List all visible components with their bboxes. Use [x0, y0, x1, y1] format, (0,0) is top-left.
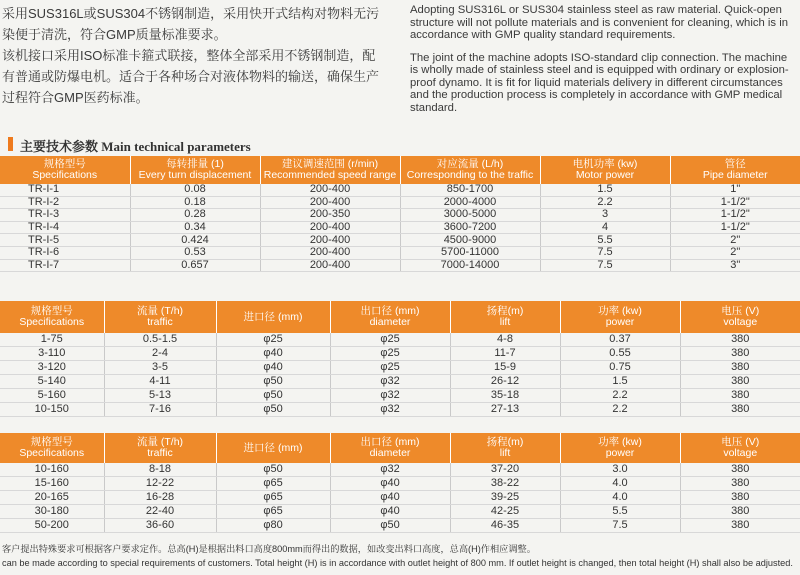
table-cell: 5-140: [0, 375, 104, 389]
table-cell: 1-1/2": [670, 209, 800, 222]
column-header: [216, 433, 330, 463]
column-header-cn: 出口径 (mm): [360, 305, 420, 317]
table-cell: φ40: [330, 505, 450, 519]
column-header-en: diameter: [369, 447, 411, 459]
column-header-en: Specifications: [19, 316, 85, 328]
column-header-cn: 对应流量 (L/h): [436, 158, 504, 170]
table-row: [0, 234, 800, 247]
table-cell: 200-400: [260, 246, 400, 259]
table-cell: TR-I-1: [0, 184, 130, 196]
table-cell: 36-60: [104, 519, 216, 533]
table-row: [0, 184, 800, 196]
table-row: [0, 196, 800, 209]
column-header-en: lift: [499, 316, 511, 328]
table-cell: 20-165: [0, 491, 104, 505]
table-cell: 0.55: [560, 347, 680, 361]
table-cell: 2.2: [560, 403, 680, 417]
table-cell: φ50: [216, 463, 330, 477]
column-header-cn: 建议调速范围 (r/min): [281, 158, 379, 170]
table-cell: 380: [680, 519, 800, 533]
table-cell: TR-I-5: [0, 234, 130, 247]
table-row: [0, 209, 800, 222]
table-cell: φ65: [216, 505, 330, 519]
table-cell: φ32: [330, 389, 450, 403]
table-cell: 380: [680, 463, 800, 477]
column-header: [680, 433, 800, 463]
table-cell: 42-25: [450, 505, 560, 519]
column-header-en: power: [605, 447, 635, 459]
table-cell: 3: [540, 209, 670, 222]
column-header: [450, 433, 560, 463]
table-cell: 4-11: [104, 375, 216, 389]
table-cell: TR-I-2: [0, 196, 130, 209]
column-header: [560, 301, 680, 333]
table-cell: 4.0: [560, 477, 680, 491]
table-cell: φ32: [330, 463, 450, 477]
column-header: [400, 156, 540, 184]
column-header-en: Every turn displacement: [138, 169, 252, 181]
table-cell: 1": [670, 184, 800, 196]
table-row: [0, 505, 800, 519]
column-header: [130, 156, 260, 184]
table-cell: 0.75: [560, 361, 680, 375]
column-header: [670, 156, 800, 184]
column-header-cn: 电压 (V): [721, 305, 760, 317]
column-header-cn: 进口径 (mm): [243, 310, 303, 323]
table-cell: 380: [680, 361, 800, 375]
table-cell: 1-1/2": [670, 196, 800, 209]
table-cell: TR-I-4: [0, 221, 130, 234]
column-header-cn: 进口径 (mm): [243, 441, 303, 454]
table-cell: φ50: [216, 375, 330, 389]
column-header-en: Specifications: [19, 447, 85, 459]
table-row: [0, 246, 800, 259]
section-title-en: Main technical parameters: [101, 139, 251, 154]
table-cell: 380: [680, 389, 800, 403]
column-header: [0, 433, 104, 463]
table-cell: 200-400: [260, 234, 400, 247]
table-cell: 26-12: [450, 375, 560, 389]
table-cell: 7000-14000: [400, 259, 540, 272]
table-cell: 39-25: [450, 491, 560, 505]
table-cell: 380: [680, 347, 800, 361]
table-cell: 0.53: [130, 246, 260, 259]
column-header: [450, 301, 560, 333]
table-cell: 2.2: [560, 389, 680, 403]
table-cell: 380: [680, 333, 800, 347]
table-cell: 3600-7200: [400, 221, 540, 234]
footer-note-en: can be made according to special requirements of customers. Total height (H) is in accordance with outlet height of 800 mm. If outlet height is changed, then total height (H) shall also be adjusted.: [2, 558, 793, 568]
table-row: [0, 519, 800, 533]
column-header-cn: 电机功率 (kw): [572, 158, 638, 170]
column-header-en: Pipe diameter: [702, 169, 768, 181]
table-cell: 5.5: [540, 234, 670, 247]
table-cell: 8-18: [104, 463, 216, 477]
table-cell: 1-75: [0, 333, 104, 347]
intro-cn-line: 该机接口采用ISO标准卡箍式联接，整体全部采用不锈钢制造，配: [2, 48, 376, 63]
table-cell: 3": [670, 259, 800, 272]
column-header-cn: 功率 (kw): [598, 305, 642, 317]
table-cell: 46-35: [450, 519, 560, 533]
column-header-en: Specifications: [32, 169, 98, 181]
column-header-cn: 功率 (kw): [598, 436, 642, 448]
table-cell: 0.08: [130, 184, 260, 196]
table-cell: 7.5: [560, 519, 680, 533]
table-cell: 200-400: [260, 221, 400, 234]
column-header-cn: 规格型号: [30, 305, 73, 317]
column-header: [0, 301, 104, 333]
table-cell: φ65: [216, 491, 330, 505]
table-cell: φ50: [330, 519, 450, 533]
table-cell: φ40: [330, 491, 450, 505]
column-header-en: traffic: [147, 447, 173, 459]
section-title-cn: 主要技术参数: [20, 139, 99, 154]
column-header-en: diameter: [369, 316, 411, 328]
section-title: [0, 134, 800, 154]
table-cell: 0.28: [130, 209, 260, 222]
table-cell: 16-28: [104, 491, 216, 505]
table-cell: 3.0: [560, 463, 680, 477]
column-header-cn: 扬程(m): [486, 436, 524, 448]
table-cell: φ32: [330, 375, 450, 389]
table-cell: 3-120: [0, 361, 104, 375]
table-cell: 50-200: [0, 519, 104, 533]
table-cell: 4500-9000: [400, 234, 540, 247]
column-header-cn: 规格型号: [43, 158, 86, 170]
column-header-en: Recommended speed range: [263, 169, 397, 181]
table-cell: φ80: [216, 519, 330, 533]
table-row: [0, 221, 800, 234]
table-row: [0, 361, 800, 375]
table-row: [0, 333, 800, 347]
column-header: [560, 433, 680, 463]
intro-cn-line: 有普通或防爆电机。适合于各种场合对液体物料的输送，确保生产: [2, 69, 380, 84]
table-cell: 3-5: [104, 361, 216, 375]
table-cell: 2.2: [540, 196, 670, 209]
column-header: [680, 301, 800, 333]
table-cell: φ25: [216, 333, 330, 347]
table-cell: φ25: [330, 361, 450, 375]
table-cell: 200-350: [260, 209, 400, 222]
table-row: [0, 259, 800, 272]
column-header: [216, 301, 330, 333]
table-cell: 7-16: [104, 403, 216, 417]
column-header-en: voltage: [723, 447, 758, 459]
column-header-cn: 每转排量 (1): [166, 158, 224, 170]
column-header-cn: 出口径 (mm): [360, 436, 420, 448]
table-cell: φ25: [330, 333, 450, 347]
table-cell: 4.0: [560, 491, 680, 505]
table-cell: 10-150: [0, 403, 104, 417]
footer-note-cn: 客户提出特殊要求可根据客户要求定作。总高(H)是根据出料口高度800mm而得出的数据，如改变出料口高度，总高(H)作相应调整。: [2, 544, 536, 554]
table-cell: 3-110: [0, 347, 104, 361]
table-cell: 1.5: [540, 184, 670, 196]
table-cell: φ25: [330, 347, 450, 361]
table-cell: φ40: [216, 361, 330, 375]
table-cell: 2": [670, 234, 800, 247]
table-cell: 38-22: [450, 477, 560, 491]
table-cell: 3000-5000: [400, 209, 540, 222]
table-cell: 4: [540, 221, 670, 234]
column-header: [540, 156, 670, 184]
table-cell: 15-160: [0, 477, 104, 491]
column-header-en: traffic: [147, 316, 173, 328]
intro-cn-line: 采用SUS316L或SUS304不锈钢制造，采用快开式结构对物料无污: [2, 6, 380, 21]
column-header-cn: 流量 (T/h): [136, 436, 184, 448]
column-header: [104, 433, 216, 463]
table-cell: 5-13: [104, 389, 216, 403]
column-header-en: Corresponding to the traffic: [406, 169, 534, 181]
column-header-cn: 扬程(m): [486, 305, 524, 317]
table-cell: TR-I-6: [0, 246, 130, 259]
column-header: [0, 156, 130, 184]
table-cell: 5700-11000: [400, 246, 540, 259]
table-pump-tr: [0, 156, 800, 272]
table-cell: 380: [680, 477, 800, 491]
table-row: [0, 477, 800, 491]
table-cell: φ32: [330, 403, 450, 417]
table-row: [0, 389, 800, 403]
table-row: [0, 491, 800, 505]
table-cell: 11-7: [450, 347, 560, 361]
table-cell: 0.657: [130, 259, 260, 272]
table-cell: 12-22: [104, 477, 216, 491]
table-cell: 0.424: [130, 234, 260, 247]
table-cell: 200-400: [260, 184, 400, 196]
column-header: [330, 301, 450, 333]
table-cell: 0.34: [130, 221, 260, 234]
table-cell: 35-18: [450, 389, 560, 403]
footer-notes: [2, 542, 793, 570]
column-header-cn: 规格型号: [30, 436, 73, 448]
table-cell: 2000-4000: [400, 196, 540, 209]
table-cell: φ50: [216, 403, 330, 417]
table-cell: 15-9: [450, 361, 560, 375]
table-pump-series-b: [0, 433, 800, 533]
column-header-en: voltage: [723, 316, 758, 328]
table-cell: 850-1700: [400, 184, 540, 196]
column-header-en: power: [605, 316, 635, 328]
intro-en-paragraph-1: Adopting SUS316L or SUS304 stainless steel as raw material. Quick-open structure will not pollute materials and is convenient for cleaning, which is in accordance with GMP quality standard requirements.: [410, 4, 789, 41]
intro-en-paragraph-2: The joint of the machine adopts ISO-standard clip connection. The machine is wholly made of stainless steel and is equipped with ordinary or explosion-proof dynamo. It is fit for liquid materials delivery in different circumstances and the production process is completely in accordance with GMP medical standard.: [410, 51, 789, 114]
column-header-en: lift: [499, 447, 511, 459]
intro-cn-line: 染便于清洗，符合GMP质量标准要求。: [2, 27, 227, 42]
table-cell: 7.5: [540, 259, 670, 272]
column-header-cn: 电压 (V): [721, 436, 760, 448]
table-cell: 0.18: [130, 196, 260, 209]
table-cell: 1.5: [560, 375, 680, 389]
intro-cn-line: 过程符合GMP医药标准。: [2, 90, 149, 105]
column-header-cn: 管径: [724, 158, 746, 170]
table-cell: TR-I-3: [0, 209, 130, 222]
intro-english: [410, 4, 798, 124]
table-cell: 0.5-1.5: [104, 333, 216, 347]
table-cell: 5.5: [560, 505, 680, 519]
table-cell: 10-160: [0, 463, 104, 477]
table-cell: 380: [680, 375, 800, 389]
table-cell: φ65: [216, 477, 330, 491]
section-marker: [8, 137, 13, 151]
table-cell: TR-I-7: [0, 259, 130, 272]
table-cell: 30-180: [0, 505, 104, 519]
table-row: [0, 463, 800, 477]
table-cell: 22-40: [104, 505, 216, 519]
table-cell: 200-400: [260, 196, 400, 209]
table-row: [0, 403, 800, 417]
table-cell: 0.37: [560, 333, 680, 347]
table-cell: 380: [680, 505, 800, 519]
column-header: [330, 433, 450, 463]
table-cell: 27-13: [450, 403, 560, 417]
table-cell: φ50: [216, 389, 330, 403]
column-header: [260, 156, 400, 184]
table-cell: φ40: [216, 347, 330, 361]
table-cell: 5-160: [0, 389, 104, 403]
table-cell: 380: [680, 403, 800, 417]
column-header-en: Motor power: [575, 169, 635, 181]
table-cell: 4-8: [450, 333, 560, 347]
table-cell: φ40: [330, 477, 450, 491]
table-cell: 200-400: [260, 259, 400, 272]
intro-chinese: [2, 4, 392, 109]
table-row: [0, 347, 800, 361]
table-cell: 1-1/2": [670, 221, 800, 234]
column-header-cn: 流量 (T/h): [136, 305, 184, 317]
column-header: [104, 301, 216, 333]
table-cell: 37-20: [450, 463, 560, 477]
table-row: [0, 375, 800, 389]
table-cell: 2": [670, 246, 800, 259]
table-cell: 7.5: [540, 246, 670, 259]
table-pump-series-a: [0, 301, 800, 417]
table-cell: 2-4: [104, 347, 216, 361]
table-cell: 380: [680, 491, 800, 505]
